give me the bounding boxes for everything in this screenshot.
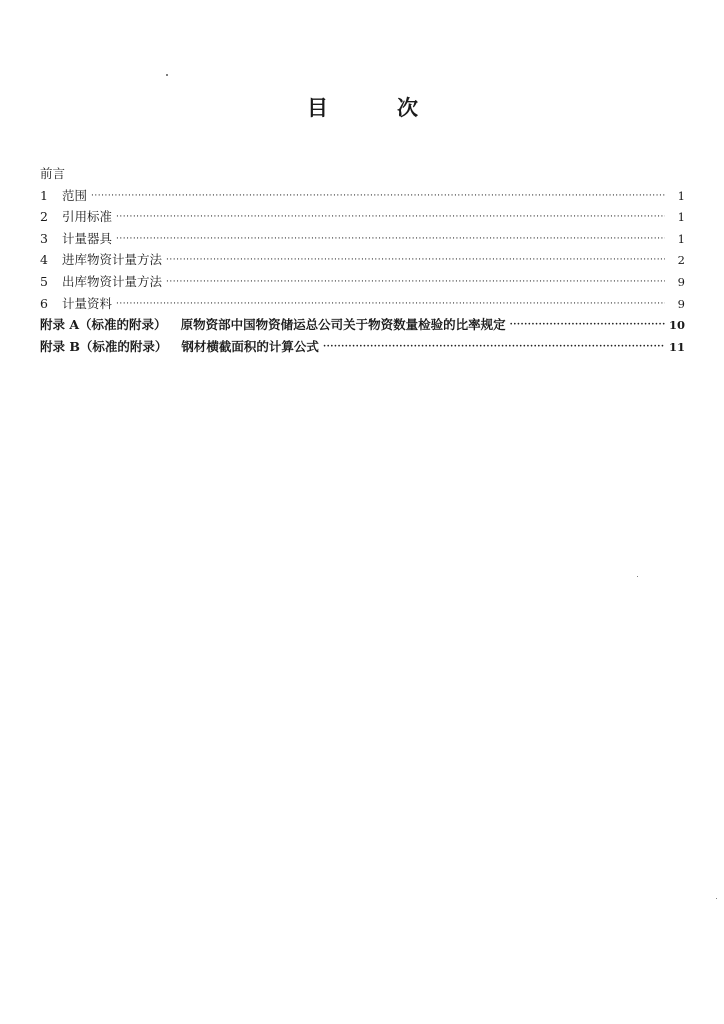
toc-row-appendix-a[interactable] (40, 314, 685, 336)
toc-item-label: 引用标准 (62, 209, 113, 225)
toc-row-3[interactable] (40, 228, 685, 250)
toc-item-label: 范围 (62, 187, 88, 203)
toc-item-number: 1 (40, 187, 48, 203)
toc-row-4[interactable] (40, 249, 685, 271)
title-char-2: 次 (397, 96, 418, 120)
toc-item-label: 出库物资计量方法 (62, 273, 163, 289)
toc-row-preface[interactable] (40, 163, 685, 185)
toc-row-6[interactable] (40, 293, 685, 315)
appendix-title: 钢材横截面积的计算公式 (181, 338, 319, 354)
dot-leader (323, 337, 665, 359)
toc-item-number: 4 (40, 252, 48, 268)
toc-preface-label: 前言 (40, 166, 66, 181)
toc-page-number: 11 (668, 339, 685, 354)
toc-page-number: 2 (677, 253, 685, 268)
scan-speck (716, 898, 717, 899)
toc-item-label: 计量器具 (62, 230, 113, 246)
scan-speck (637, 576, 638, 577)
toc-item-label: 计量资料 (62, 295, 113, 311)
toc-row-5[interactable] (40, 271, 685, 293)
dot-leader (116, 207, 665, 229)
toc-item-number: 3 (40, 230, 48, 246)
table-of-contents (40, 163, 685, 357)
appendix-label: 附录 A（标准的附录） (40, 317, 167, 333)
dot-leader (166, 272, 665, 294)
dot-leader (116, 294, 665, 316)
toc-page-number: 9 (677, 296, 685, 311)
toc-item-number: 5 (40, 273, 48, 289)
toc-item-label: 进库物资计量方法 (62, 252, 163, 268)
title-char-1: 目 (307, 96, 328, 120)
toc-page-number: 1 (677, 210, 685, 225)
toc-page-number: 10 (668, 318, 685, 333)
toc-row-appendix-b[interactable] (40, 336, 685, 358)
dot-leader (510, 315, 665, 337)
scan-speck (166, 74, 168, 76)
page-title (0, 92, 724, 122)
appendix-label: 附录 B（标准的附录） (40, 338, 168, 354)
toc-page-number: 1 (677, 231, 685, 246)
toc-item-number: 6 (40, 295, 48, 311)
toc-row-1[interactable] (40, 185, 685, 207)
toc-page-number: 1 (677, 188, 685, 203)
toc-row-2[interactable] (40, 206, 685, 228)
appendix-title: 原物资部中国物资储运总公司关于物资数量检验的比率规定 (180, 317, 506, 333)
dot-leader (91, 186, 665, 208)
dot-leader (166, 250, 665, 272)
dot-leader (116, 229, 665, 251)
toc-item-number: 2 (40, 209, 48, 225)
toc-page-number: 9 (677, 274, 685, 289)
